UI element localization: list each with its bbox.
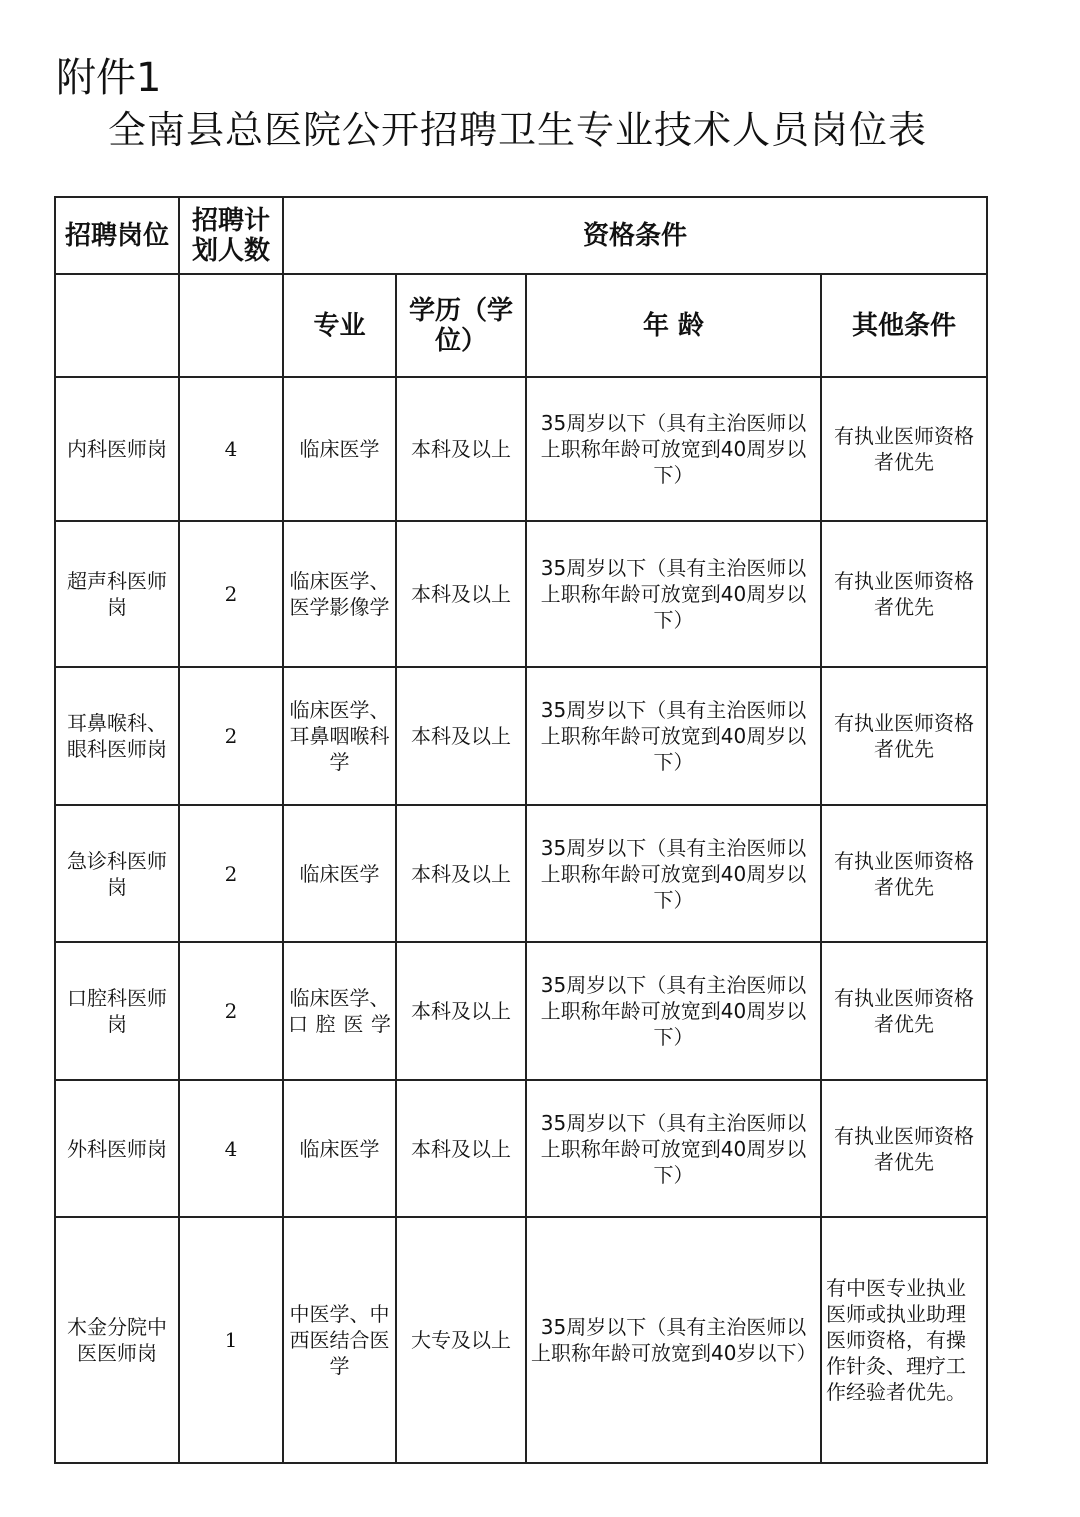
cell-age: 35周岁以下（具有主治医师以上职称年龄可放宽到40周岁以下）	[526, 377, 821, 521]
page-title: 全南县总医院公开招聘卫生专业技术人员岗位表	[108, 108, 928, 152]
cell-age: 35周岁以下（具有主治医师以上职称年龄可放宽到40岁以下）	[526, 1217, 821, 1463]
header-qualifications: 资格条件	[283, 197, 987, 274]
cell-age: 35周岁以下（具有主治医师以上职称年龄可放宽到40周岁以下）	[526, 667, 821, 805]
table-row	[55, 942, 987, 1080]
cell-education: 大专及以上	[396, 1217, 526, 1463]
cell-major: 临床医学	[283, 1080, 396, 1217]
cell-position: 急诊科医师岗	[55, 805, 179, 942]
table-row	[55, 667, 987, 805]
table-row	[55, 377, 987, 521]
positions-table	[54, 196, 988, 1464]
header-empty-cell	[55, 274, 179, 377]
header-age: 年 龄	[526, 274, 821, 377]
table-row	[55, 805, 987, 942]
cell-position: 木金分院中医医师岗	[55, 1217, 179, 1463]
cell-position: 内科医师岗	[55, 377, 179, 521]
cell-other: 有执业医师资格者优先	[821, 377, 987, 521]
cell-education: 本科及以上	[396, 667, 526, 805]
cell-major: 临床医学	[283, 377, 396, 521]
cell-education: 本科及以上	[396, 521, 526, 667]
cell-count: 2	[179, 521, 283, 667]
cell-major: 临床医学、耳鼻咽喉科学	[283, 667, 396, 805]
cell-age: 35周岁以下（具有主治医师以上职称年龄可放宽到40周岁以下）	[526, 942, 821, 1080]
cell-other: 有执业医师资格者优先	[821, 521, 987, 667]
cell-position: 超声科医师岗	[55, 521, 179, 667]
cell-other: 有执业医师资格者优先	[821, 1080, 987, 1217]
header-row-2	[55, 274, 987, 377]
cell-position: 耳鼻喉科、眼科医师岗	[55, 667, 179, 805]
header-other: 其他条件	[821, 274, 987, 377]
cell-education: 本科及以上	[396, 942, 526, 1080]
cell-education: 本科及以上	[396, 805, 526, 942]
table-row	[55, 521, 987, 667]
cell-age: 35周岁以下（具有主治医师以上职称年龄可放宽到40周岁以下）	[526, 805, 821, 942]
cell-other: 有中医专业执业医师或执业助理医师资格，有操作针灸、理疗工作经验者优先。	[821, 1217, 987, 1463]
header-empty-cell	[179, 274, 283, 377]
header-plan-count: 招聘计划人数	[179, 197, 283, 274]
header-education: 学历（学位）	[396, 274, 526, 377]
table-row	[55, 1080, 987, 1217]
cell-education: 本科及以上	[396, 377, 526, 521]
cell-position: 口腔科医师岗	[55, 942, 179, 1080]
header-major: 专业	[283, 274, 396, 377]
cell-count: 2	[179, 942, 283, 1080]
cell-count: 2	[179, 805, 283, 942]
cell-count: 1	[179, 1217, 283, 1463]
cell-count: 2	[179, 667, 283, 805]
header-row-1	[55, 197, 987, 274]
table-row	[55, 1217, 987, 1463]
cell-major: 临床医学、医学影像学	[283, 521, 396, 667]
cell-count: 4	[179, 1080, 283, 1217]
cell-count: 4	[179, 377, 283, 521]
header-position: 招聘岗位	[55, 197, 179, 274]
cell-other: 有执业医师资格者优先	[821, 805, 987, 942]
cell-major: 临床医学、口腔医学	[283, 942, 396, 1080]
cell-other: 有执业医师资格者优先	[821, 667, 987, 805]
cell-position: 外科医师岗	[55, 1080, 179, 1217]
cell-other: 有执业医师资格者优先	[821, 942, 987, 1080]
cell-major: 临床医学	[283, 805, 396, 942]
cell-age: 35周岁以下（具有主治医师以上职称年龄可放宽到40周岁以下）	[526, 1080, 821, 1217]
attachment-label: 附件1	[56, 55, 162, 101]
cell-age: 35周岁以下（具有主治医师以上职称年龄可放宽到40周岁以下）	[526, 521, 821, 667]
cell-education: 本科及以上	[396, 1080, 526, 1217]
cell-major: 中医学、中西医结合医学	[283, 1217, 396, 1463]
